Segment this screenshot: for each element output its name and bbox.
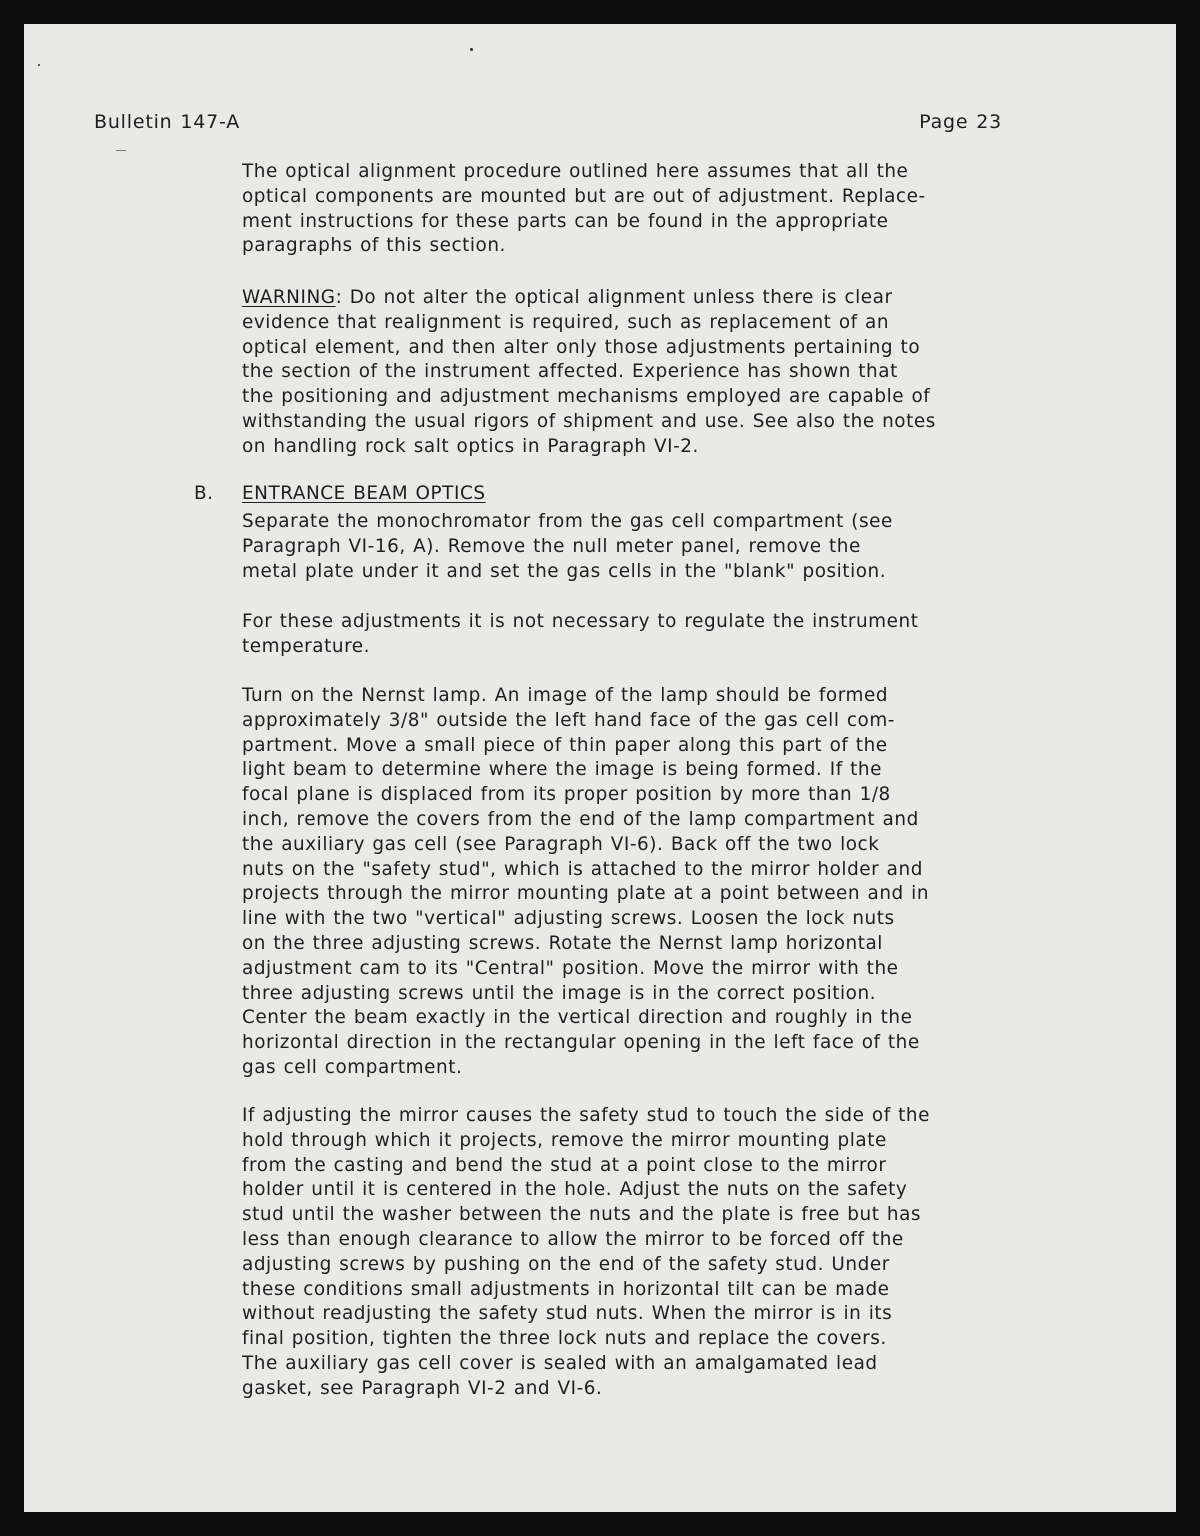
text-line: the positioning and adjustment mechanisms employed are capable of	[242, 386, 931, 408]
text-line: inch, remove the covers from the end of the lamp compartment and	[242, 808, 919, 830]
text-line: Paragraph VI-16, A). Remove the null meter panel, remove the	[242, 535, 861, 557]
text-line: horizontal direction in the rectangular opening in the left face of the	[242, 1032, 920, 1054]
text-line: Center the beam exactly in the vertical direction and roughly in the	[242, 1007, 913, 1029]
text-line: The auxiliary gas cell cover is sealed with an amalgamated lead	[242, 1352, 878, 1374]
header-page-number: Page 23	[919, 111, 1002, 133]
section-b-paragraph-3	[242, 684, 1042, 1081]
text-line: evidence that realignment is required, such as replacement of an	[242, 311, 890, 333]
warning-label: WARNING	[242, 287, 336, 308]
text-line: The optical alignment procedure outlined here assumes that all the	[242, 161, 909, 182]
document-page	[24, 24, 1176, 1512]
text-line: stud until the washer between the nuts and the plate is free but has	[242, 1204, 922, 1226]
section-b-paragraph-1	[242, 510, 1042, 584]
text-line: adjustment cam to its "Central" position. Move the mirror with the	[242, 957, 899, 979]
text-line: gas cell compartment.	[242, 1056, 463, 1078]
text-line: less than enough clearance to allow the mirror to be forced off the	[242, 1228, 904, 1250]
text-line: nuts on the "safety stud", which is attached to the mirror holder and	[242, 858, 923, 880]
section-b-paragraph-2	[242, 610, 1042, 660]
text-line: For these adjustments it is not necessary to regulate the instrument	[242, 611, 919, 632]
text-line: three adjusting screws until the image is in the correct position.	[242, 982, 877, 1004]
text-line: hold through which it projects, remove the mirror mounting plate	[242, 1129, 887, 1151]
warning-paragraph	[242, 286, 1042, 460]
text-line: metal plate under it and set the gas cells in the "blank" position.	[242, 560, 887, 582]
text-line: temperature.	[242, 635, 371, 657]
paper-speck	[38, 64, 40, 66]
text-line: from the casting and bend the stud at a point close to the mirror	[242, 1154, 887, 1176]
text-line: optical element, and then alter only those adjustments pertaining to	[242, 336, 921, 358]
text-line: approximately 3/8" outside the left hand face of the gas cell com-	[242, 709, 895, 731]
text-line: focal plane is displaced from its proper position by more than 1/8	[242, 784, 891, 806]
text-line: line with the two "vertical" adjusting screws. Loosen the lock nuts	[242, 908, 895, 930]
text-line: If adjusting the mirror causes the safety stud to touch the side of the	[242, 1105, 930, 1126]
text-line: withstanding the usual rigors of shipment and use. See also the notes	[242, 410, 936, 432]
warning-first-line	[242, 286, 1042, 311]
section-b-paragraph-4	[242, 1104, 1042, 1402]
text-line: final position, tighten the three lock nuts and replace the covers.	[242, 1328, 887, 1350]
text-line: paragraphs of this section.	[242, 235, 506, 257]
section-letter: B.	[194, 483, 214, 504]
text-line: adjusting screws by pushing on the end of the safety stud. Under	[242, 1253, 890, 1275]
text-line: optical components are mounted but are out of adjustment. Replace-	[242, 185, 926, 207]
intro-paragraph	[242, 160, 1042, 259]
text-line: the section of the instrument affected. Experience has shown that	[242, 361, 898, 383]
text-line: these conditions small adjustments in horizontal tilt can be made	[242, 1278, 890, 1300]
text-line: holder until it is centered in the hole. Adjust the nuts on the safety	[242, 1179, 908, 1201]
text-line: Turn on the Nernst lamp. An image of the lamp should be formed	[242, 685, 889, 706]
section-title: ENTRANCE BEAM OPTICS	[242, 483, 486, 504]
text-line: on handling rock salt optics in Paragraph VI-2.	[242, 435, 699, 457]
text-line: ment instructions for these parts can be found in the appropriate	[242, 210, 889, 232]
header-bulletin-number: Bulletin 147-A	[94, 111, 241, 133]
text-line: without readjusting the safety stud nuts. When the mirror is in its	[242, 1303, 893, 1325]
header-rule-mark	[116, 150, 126, 151]
text-line: on the three adjusting screws. Rotate the Nernst lamp horizontal	[242, 932, 883, 954]
text-line: partment. Move a small piece of thin paper along this part of the	[242, 734, 888, 756]
text-line: light beam to determine where the image is being formed. If the	[242, 759, 882, 781]
text-line: Separate the monochromator from the gas cell compartment (see	[242, 511, 893, 532]
text-line: the auxiliary gas cell (see Paragraph VI-6). Back off the two lock	[242, 833, 880, 855]
paper-speck	[470, 48, 473, 51]
warning-first-line-text: : Do not alter the optical alignment unless there is clear	[335, 287, 893, 308]
text-line: projects through the mirror mounting plate at a point between and in	[242, 883, 930, 905]
text-line: gasket, see Paragraph VI-2 and VI-6.	[242, 1377, 603, 1399]
